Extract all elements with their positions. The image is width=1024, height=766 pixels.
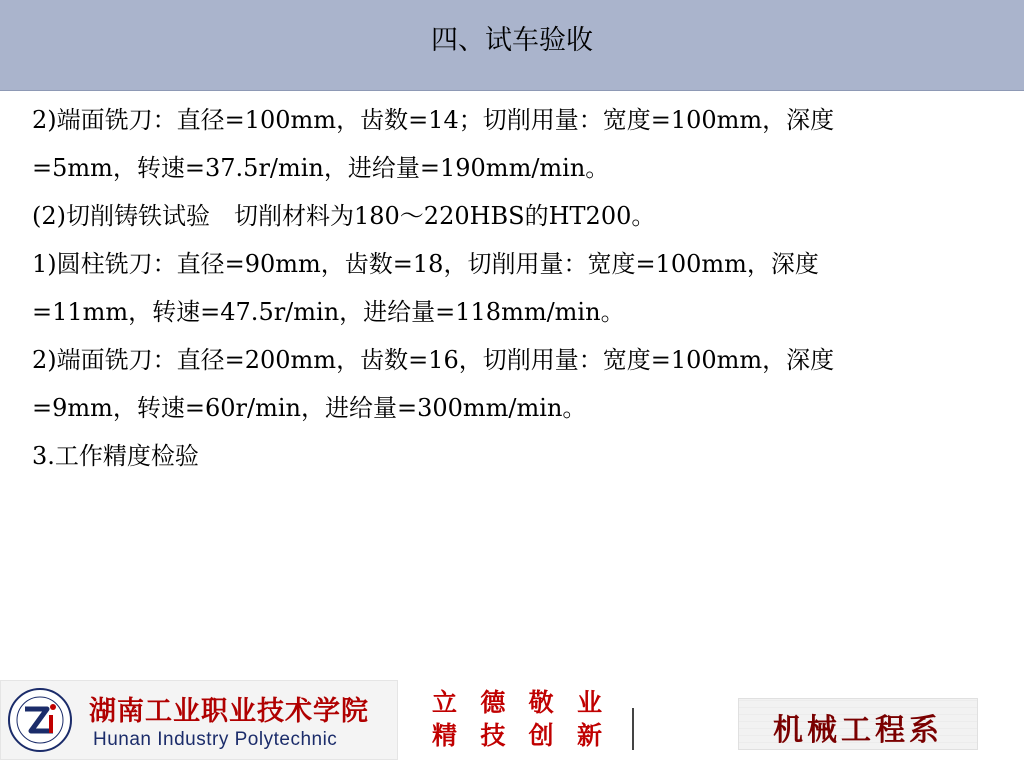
department-name: 机械工程系 xyxy=(773,713,943,748)
body-line: =11mm，转速=47.5r/min，进给量=118mm/min。 xyxy=(32,298,625,326)
motto-char: 敬 xyxy=(528,688,554,717)
footer xyxy=(0,676,1024,766)
school-name-cn: 湖南工业职业技术学院 xyxy=(89,696,369,727)
body-line: =9mm，转速=60r/min，进给量=300mm/min。 xyxy=(32,394,587,422)
body-line: 3.工作精度检验 xyxy=(32,442,199,470)
title-bar xyxy=(0,0,1024,91)
school-logo xyxy=(0,680,398,760)
motto-char: 业 xyxy=(576,688,602,717)
motto-char: 创 xyxy=(528,721,554,750)
body-line: 1)圆柱铣刀：直径=90mm，齿数=18，切削用量：宽度=100mm，深度 xyxy=(32,250,819,278)
footer-divider xyxy=(632,708,634,750)
motto-char: 新 xyxy=(576,721,602,750)
school-name-en: Hunan Industry Polytechnic xyxy=(93,729,338,750)
motto-char: 技 xyxy=(480,721,506,750)
body-line: (2)切削铸铁试验 切削材料为180～220HBS的HT200。 xyxy=(32,202,656,230)
department-banner xyxy=(738,698,978,750)
body-line: 2)端面铣刀：直径=200mm，齿数=16，切削用量：宽度=100mm，深度 xyxy=(32,346,835,374)
slide-body xyxy=(32,96,997,480)
body-line: =5mm，转速=37.5r/min，进给量=190mm/min。 xyxy=(32,154,610,182)
motto-char: 立 xyxy=(432,688,458,717)
motto-char: 精 xyxy=(432,721,458,750)
body-line: 2)端面铣刀：直径=100mm，齿数=14；切削用量：宽度=100mm，深度 xyxy=(32,106,835,134)
school-motto xyxy=(432,686,602,752)
school-emblem-icon xyxy=(7,687,73,753)
slide-title: 四、试车验收 xyxy=(431,25,593,56)
motto-char: 德 xyxy=(480,688,506,717)
